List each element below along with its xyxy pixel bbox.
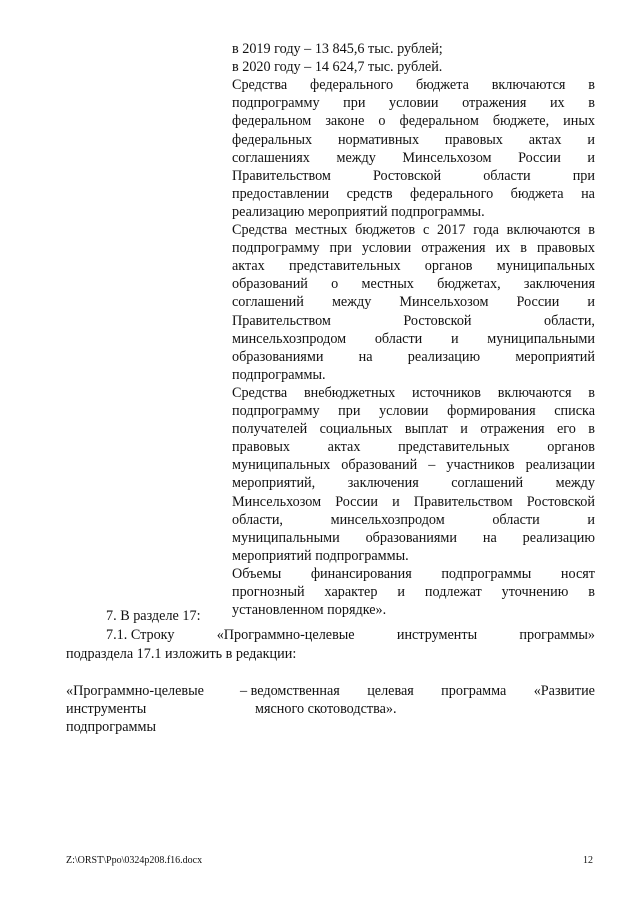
word: правовых xyxy=(536,240,595,257)
word: их xyxy=(549,95,565,112)
word: бюджетах, xyxy=(437,276,501,293)
word: и xyxy=(460,421,468,438)
word: в xyxy=(588,95,595,112)
word: средств xyxy=(346,185,393,202)
word: органов xyxy=(424,258,473,275)
word: года xyxy=(473,222,499,238)
word: при xyxy=(338,403,361,419)
word: России xyxy=(518,149,561,166)
word: между xyxy=(555,475,595,492)
word: – xyxy=(428,457,436,474)
footer-file-path: Z:\ORST\Ppo\0324p208.f16.docx xyxy=(66,855,203,866)
word: Минсельхозом xyxy=(232,493,322,510)
word: условии xyxy=(389,95,439,112)
word: участников xyxy=(446,457,515,474)
text-line: в 2019 году – 13 845,6 тыс. рублей; xyxy=(232,41,443,57)
text-line xyxy=(232,330,595,349)
word: Средства xyxy=(232,77,288,94)
text-line xyxy=(232,402,595,421)
text-line xyxy=(232,112,595,131)
word: целевая xyxy=(367,683,414,699)
text-line: подпрограммы. xyxy=(232,366,326,383)
word: при xyxy=(343,95,366,112)
text-line xyxy=(232,275,595,294)
word: и xyxy=(397,584,405,600)
word: заключения xyxy=(347,475,419,492)
word: федерального xyxy=(410,185,494,202)
word: бюджета xyxy=(415,77,469,94)
word: прогнозный xyxy=(232,584,305,600)
word: Объемы xyxy=(232,565,282,582)
word: формирования xyxy=(447,403,536,419)
word: «Развитие xyxy=(533,683,595,699)
word: на xyxy=(482,529,497,546)
word: нормативных xyxy=(337,131,420,148)
word: федеральном xyxy=(399,113,479,130)
word: соглашений xyxy=(451,475,524,492)
word: местных xyxy=(294,222,348,238)
word: программа xyxy=(441,683,507,699)
word: правовых xyxy=(232,439,291,456)
word: источников xyxy=(412,384,481,401)
section-item-line-2: подраздела 17.1 изложить в редакции: xyxy=(66,646,297,662)
word: области xyxy=(374,330,423,347)
text-line xyxy=(232,293,595,312)
table-right-line-2: мясного скотоводства». xyxy=(255,701,397,717)
section-item-line-1 xyxy=(106,626,595,645)
word: муниципальных xyxy=(496,258,595,275)
text-line xyxy=(232,312,595,331)
word: России xyxy=(516,294,560,311)
word: реализации xyxy=(525,457,595,474)
word: Правительством xyxy=(232,167,331,184)
word: подпрограмму xyxy=(232,403,320,419)
word: и xyxy=(587,131,595,148)
word: и xyxy=(392,493,400,510)
text-line xyxy=(232,420,595,439)
word: его xyxy=(556,421,576,438)
word: подлежат xyxy=(424,584,482,600)
word: муниципальными xyxy=(232,529,340,546)
word: образований xyxy=(232,276,308,293)
word: списка xyxy=(554,403,595,419)
word: в xyxy=(588,584,595,600)
word: с xyxy=(422,222,430,238)
word: их xyxy=(495,240,511,257)
word: образованиями xyxy=(365,529,457,546)
word: законе xyxy=(325,113,365,130)
section-heading: 7. В разделе 17: xyxy=(106,608,201,624)
word: – ведомственная xyxy=(240,683,340,699)
word: носят xyxy=(560,565,595,582)
word: при xyxy=(572,167,595,184)
text-line xyxy=(232,529,595,548)
table-left-line: подпрограммы xyxy=(66,719,156,735)
word: в xyxy=(588,222,595,238)
word: «Программно-целевые xyxy=(216,627,355,643)
word: минсельхозпродом xyxy=(232,330,347,347)
word: актах xyxy=(232,258,265,275)
word: мероприятий xyxy=(515,348,595,365)
word: Минсельхозом xyxy=(399,294,489,311)
word: между xyxy=(331,294,372,311)
table-left-line: «Программно-целевые xyxy=(66,683,204,699)
word: и xyxy=(587,511,595,528)
text-line xyxy=(232,257,595,276)
word: области, xyxy=(232,511,283,528)
word: реализацию xyxy=(522,529,595,546)
word: в xyxy=(588,421,595,438)
word: на xyxy=(581,185,595,202)
word: муниципальных xyxy=(232,457,331,474)
text-line: в 2020 году – 14 624,7 тыс. рублей. xyxy=(232,59,443,76)
text-line xyxy=(232,583,595,602)
word: выплат xyxy=(404,421,448,438)
word: и xyxy=(450,330,459,347)
text-line xyxy=(232,456,595,475)
text-line xyxy=(232,149,595,168)
word: федеральных xyxy=(232,131,313,148)
word: в xyxy=(588,77,595,94)
word: области, xyxy=(544,312,595,329)
word: включаются xyxy=(506,222,581,238)
word: органов xyxy=(547,439,595,456)
word: финансирования xyxy=(310,565,412,582)
word: получателей xyxy=(232,421,308,438)
word: местных xyxy=(361,276,414,293)
word: России xyxy=(335,493,378,510)
word: отражения xyxy=(421,240,486,257)
text-line xyxy=(232,76,595,95)
word: федеральном xyxy=(232,113,312,130)
word: 7.1. Строку xyxy=(106,627,175,643)
word: между xyxy=(336,149,376,166)
word: Ростовской xyxy=(372,167,442,184)
word: условии xyxy=(379,403,429,419)
word: инструменты xyxy=(396,627,478,643)
word: соглашений xyxy=(232,294,304,311)
word: характер xyxy=(324,584,378,600)
word: о xyxy=(378,113,386,130)
word: подпрограммы xyxy=(441,565,532,582)
text-line: установленном порядке». xyxy=(232,602,387,619)
word: актах xyxy=(528,131,562,148)
word: внебюджетных xyxy=(303,384,396,401)
footer-page-number: 12 xyxy=(583,855,593,866)
word: образованиями xyxy=(232,348,324,365)
word: Правительством xyxy=(232,312,331,329)
text-line: реализацию мероприятий подпрограммы. xyxy=(232,203,485,220)
text-line xyxy=(232,493,595,512)
word: о xyxy=(331,276,339,293)
text-line: мероприятий подпрограммы. xyxy=(232,547,409,564)
word: бюджете, xyxy=(492,113,550,130)
word: Правительством xyxy=(413,493,513,510)
word: заключения xyxy=(523,276,595,293)
text-line xyxy=(232,511,595,530)
text-line xyxy=(232,94,595,113)
text-line xyxy=(232,438,595,457)
text-line xyxy=(232,384,595,403)
word: при xyxy=(329,240,352,257)
word: области xyxy=(492,511,540,528)
word: подпрограмму xyxy=(232,95,320,112)
word: области xyxy=(483,167,531,184)
word: уточнению xyxy=(501,584,569,600)
word: в xyxy=(588,384,595,401)
word: Средства xyxy=(232,222,288,238)
word: мероприятий, xyxy=(232,475,316,492)
word: предоставлении xyxy=(232,185,330,202)
text-line xyxy=(232,474,595,493)
word: соглашениях xyxy=(232,149,310,166)
text-line xyxy=(232,131,595,150)
text-line xyxy=(232,565,595,584)
text-line xyxy=(232,221,595,240)
word: включаются xyxy=(491,77,566,94)
table-right-line-1 xyxy=(240,682,595,701)
word: реализацию xyxy=(407,348,481,365)
word: Минсельхозом xyxy=(402,149,492,166)
word: отражения xyxy=(480,421,545,438)
word: программы» xyxy=(519,627,595,643)
word: правовых xyxy=(444,131,503,148)
word: бюджета xyxy=(510,185,564,202)
word: представительных xyxy=(398,439,510,456)
text-line xyxy=(232,239,595,258)
word: 2017 xyxy=(437,222,466,238)
word: муниципальными xyxy=(487,330,595,347)
word: условии xyxy=(361,240,412,257)
word: и xyxy=(587,294,595,311)
word: на xyxy=(358,348,373,365)
word: иных xyxy=(563,113,595,130)
word: и xyxy=(587,149,595,166)
word: бюджетов xyxy=(355,222,416,238)
word: социальных xyxy=(319,421,393,438)
word: отражения xyxy=(462,95,527,112)
word: включаются xyxy=(497,384,572,401)
text-line xyxy=(232,167,595,186)
text-line xyxy=(232,185,595,204)
word: образований xyxy=(341,457,418,474)
word: федерального xyxy=(310,77,394,94)
word: представительных xyxy=(289,258,401,275)
text-line xyxy=(232,348,595,367)
word: Средства xyxy=(232,384,288,401)
word: подпрограмму xyxy=(232,240,320,257)
word: Ростовской xyxy=(526,493,595,510)
word: в xyxy=(520,240,527,257)
table-left-line: инструменты xyxy=(66,701,147,717)
word: Ростовской xyxy=(403,312,472,329)
word: актах xyxy=(327,439,361,456)
word: минсельхозпродом xyxy=(330,511,445,528)
